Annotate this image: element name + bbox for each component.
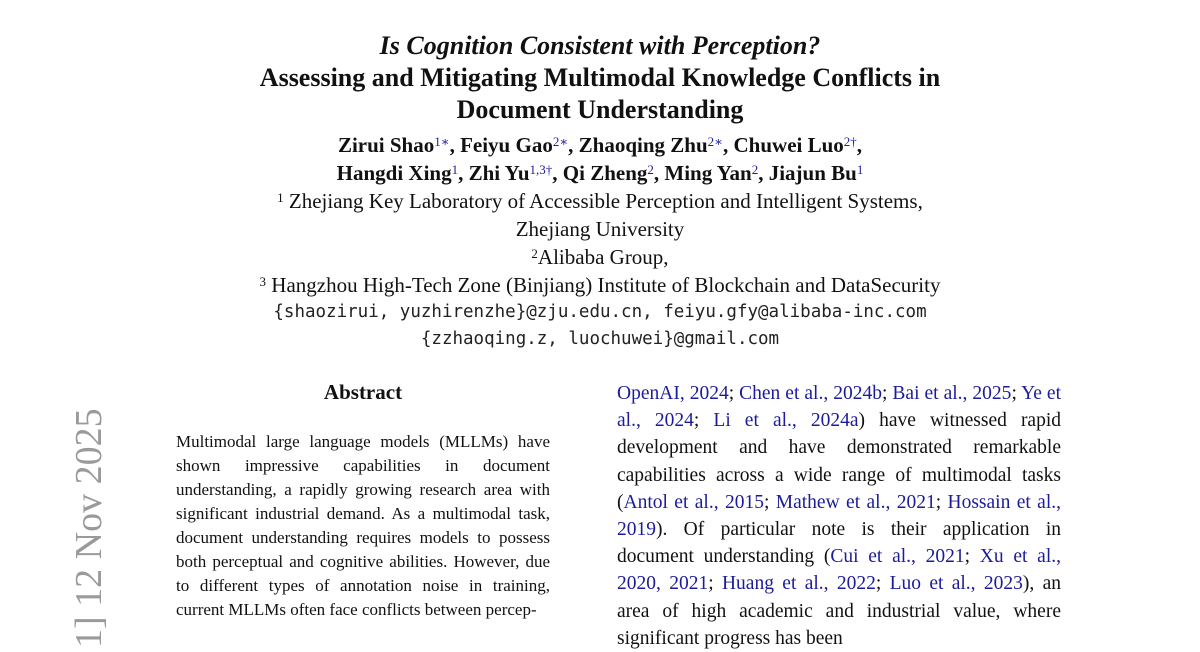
abstract-heading: Abstract xyxy=(323,380,403,404)
citation-link[interactable]: Huang et al., 2022 xyxy=(721,573,876,595)
affiliation-1-cont: Zhejiang University xyxy=(515,217,685,241)
citation-sep: ; xyxy=(935,491,948,513)
citation-link[interactable]: Ye et al., 2024 xyxy=(617,383,1062,432)
citation-sep: ; xyxy=(708,573,722,595)
paper-title xyxy=(0,30,1200,126)
email-line-2: {zzhaoqing.z, luochuwei}@gmail.com xyxy=(420,329,780,349)
affil-text: Hangzhou High-Tech Zone (Binjiang) Institute of Blockchain and DataSecurity xyxy=(271,273,941,297)
author-line-2: Hangdi Xing$^1$, Zhi $Yu^{1,3\dagger}$, Qi Zheng$^2$, Ming Yan$^2$, Jiajun Bu$^1$ xyxy=(336,161,864,185)
affiliation-3 xyxy=(0,271,1200,299)
body-text: ). Of particular note is their application in document understanding ( xyxy=(617,519,1061,568)
author-name: Zhi Yu xyxy=(468,161,530,185)
body-text: ), an area of high academic and industrial value, where significant progress has been xyxy=(617,573,1061,649)
author-affil-mark: 2∗ xyxy=(707,134,724,149)
citation-sep: ; xyxy=(1011,383,1022,404)
author-name: Chuwei Luo xyxy=(733,133,844,157)
author-affil-mark: 1 xyxy=(451,162,459,177)
citation-link[interactable]: Hossain et al., 2019 xyxy=(617,491,1062,541)
body-text: ) have witnessed rapid development and have demonstrated remarkable capabilities across a wide range of multimodal tasks ( xyxy=(617,410,1062,513)
citation-link[interactable]: Antol et al., 2015 xyxy=(623,491,764,513)
author-affil-mark: 1,3† xyxy=(529,162,553,177)
affiliation-1 xyxy=(0,187,1200,215)
affil-text: Zhejiang Key Laboratory of Accessible Perception and Intelligent Systems, xyxy=(288,189,923,213)
author-name: Zirui Shao xyxy=(337,133,435,157)
citation-sep: ; xyxy=(964,546,980,568)
author-affil-mark: 2 xyxy=(647,162,654,177)
citation-link[interactable]: Li et al., 2024a xyxy=(713,410,859,432)
citation-sep: ; xyxy=(875,573,890,595)
affil-mark: 2 xyxy=(531,246,538,261)
author-line-1: Zirui Shao$^{1∗}$, Feiyu Gao$^{2∗}$, Zhaoqing Zhu$^{2∗}$, Chuwei Luo$^{2\dagger}$, xyxy=(337,133,863,157)
author-affil-mark: 2∗ xyxy=(552,134,569,149)
citation-link[interactable]: OpenAI, 2024 xyxy=(617,383,729,404)
arxiv-stamp-text: 1] 12 Nov 2025 xyxy=(68,408,110,648)
citation-link[interactable]: Chen et al., 2024b xyxy=(739,383,882,404)
citation-sep: ; xyxy=(693,410,714,432)
affil-mark: 1 xyxy=(277,190,284,205)
citation-sep: ; xyxy=(728,383,740,404)
citation-link[interactable]: Xu et al., 2020, 2021 xyxy=(617,546,1061,595)
title-line-3: Document Understanding xyxy=(456,95,744,124)
author-name: Jiajun Bu xyxy=(768,161,857,185)
introduction-text xyxy=(617,380,1061,652)
author-name: Feiyu Gao xyxy=(460,133,553,157)
author-affil-mark: 1 xyxy=(856,162,864,177)
citation-link[interactable]: Mathew et al., 2021 xyxy=(775,491,936,513)
affiliations xyxy=(0,187,1200,299)
author-emails xyxy=(0,299,1200,353)
affil-text: Alibaba Group, xyxy=(537,245,669,269)
author-list xyxy=(0,131,1200,187)
email-line-1: {shaozirui, yuzhirenzhe}@zju.edu.cn, feiyu.gfy@alibaba-inc.com xyxy=(273,302,927,322)
citation-link[interactable]: Cui et al., 2021 xyxy=(830,546,965,568)
author-name: Hangdi Xing xyxy=(336,161,452,185)
citation-link[interactable]: Bai et al., 2025 xyxy=(892,383,1012,404)
arxiv-margin-stamp xyxy=(8,380,110,648)
author-affil-mark: 2† xyxy=(843,134,857,149)
citation-sep: ; xyxy=(881,383,893,404)
title-line-1: Is Cognition Consistent with Perception? xyxy=(379,31,821,60)
author-name: Zhaoqing Zhu xyxy=(578,133,708,157)
paper-header xyxy=(0,30,1200,353)
author-affil-mark: 2 xyxy=(751,162,759,177)
affil-mark: 3 xyxy=(259,274,267,289)
abstract-text: Multimodal large language models (MLLMs) have shown impressive capabilities in document understanding, a rapidly growing research area with significant industrial demand. As a multimodal task, document understanding requires models to possess both perceptual and cognitive abilities. However, due to different types of annotation noise in training, current MLLMs often face conflicts between percep- xyxy=(176,432,550,619)
author-name: Qi Zheng xyxy=(562,161,648,185)
affiliation-2 xyxy=(0,243,1200,271)
title-line-2: Assessing and Mitigating Multimodal Knowledge Conflicts in xyxy=(259,63,941,92)
author-affil-mark: 1∗ xyxy=(434,134,450,149)
author-name: Ming Yan xyxy=(664,161,752,185)
citation-link[interactable]: Luo et al., 2023 xyxy=(889,573,1023,595)
citation-sep: ; xyxy=(763,491,776,513)
